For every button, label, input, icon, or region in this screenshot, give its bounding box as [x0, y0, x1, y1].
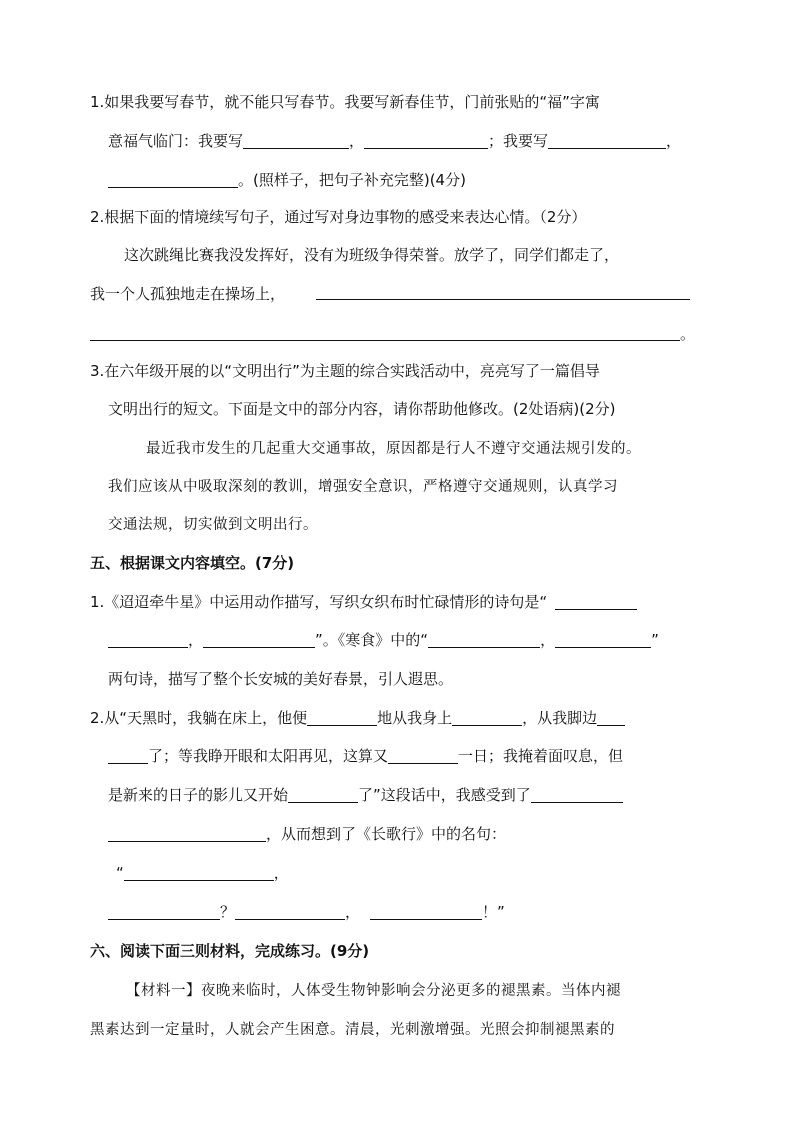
- answer-blank[interactable]: [364, 133, 488, 149]
- q2-line2: 这次跳绳比赛我没发挥好，没有为班级争得荣誉。放学了，同学们都走了，: [124, 246, 620, 264]
- answer-blank[interactable]: [203, 632, 315, 648]
- q1-line2-text-d: ，: [666, 132, 682, 150]
- answer-blank[interactable]: [108, 632, 188, 648]
- s5-q2-line2: [108, 746, 623, 766]
- s5-q2-line1-b: 地从我身上: [377, 709, 453, 727]
- s5-q1-line3: 两句诗，描写了整个长安城的美好春景，引人遐思。: [108, 670, 454, 688]
- s5-q2-line6-a: ？: [220, 903, 236, 921]
- answer-blank[interactable]: [597, 710, 625, 726]
- q2-end-mark: 。: [680, 325, 696, 343]
- q3-passage-line2: 我们应该从中吸取深刻的教训，增强安全意识，严格遵守交通规则，认真学习: [108, 479, 618, 495]
- s5-q2-line1-a: 2.从“天黑时，我躺在床上，他便: [90, 709, 308, 727]
- answer-blank[interactable]: [388, 748, 458, 764]
- answer-blank[interactable]: [235, 904, 345, 920]
- answer-blank[interactable]: [555, 632, 651, 648]
- answer-blank[interactable]: [243, 133, 349, 149]
- s6-material1-line1: 【材料一】夜晚来临时，人体受生物钟影响会分泌更多的褪黑素。当体内褪: [126, 983, 621, 999]
- s5-q2-line1: [90, 708, 625, 728]
- section6-heading: 六、阅读下面三则材料，完成练习。(9分): [90, 942, 370, 960]
- answer-blank[interactable]: [428, 632, 540, 648]
- s5-q1-line1: [90, 592, 637, 612]
- s5-q1-line2-a: ，: [188, 631, 204, 649]
- answer-blank[interactable]: [108, 826, 266, 842]
- s5-q1-line2-c: ，: [540, 631, 556, 649]
- q3-line1: 3.在六年级开展的以“文明出行”为主题的综合实践活动中，亮亮写了一篇倡导: [90, 362, 600, 380]
- s5-q2-line5-a: “: [116, 864, 124, 882]
- s5-q1-line2: [108, 630, 659, 650]
- section5-heading: 五、根据课文内容填空。(7分): [90, 554, 295, 572]
- q1-line2-text-b: ，: [349, 132, 365, 150]
- answer-blank[interactable]: [108, 904, 220, 920]
- q1-line2-text-c: ；我要写: [488, 132, 549, 150]
- answer-blank[interactable]: [288, 787, 358, 803]
- s5-q2-line1-c: ，从我脚边: [522, 709, 598, 727]
- answer-blank[interactable]: [555, 594, 637, 610]
- answer-blank[interactable]: [108, 172, 238, 188]
- s5-q2-line6-c: ！”: [482, 903, 505, 921]
- s5-q2-line2-b: 一日；我掩着面叹息，但: [458, 747, 624, 765]
- q1-line3-text: 。(照样子，把句子补充完整)(4分): [238, 171, 466, 189]
- q3-passage-line1: 最近我市发生的几起重大交通事故，原因都是行人不遵守交通法规引发的。: [146, 441, 641, 457]
- s5-q2-line2-a: 了；等我睁开眼和太阳再见，这算又: [148, 747, 389, 765]
- q3-line2: 文明出行的短文。下面是文中的部分内容，请你帮助他修改。(2处语病)(2分): [108, 400, 616, 418]
- answer-blank[interactable]: [370, 904, 482, 920]
- q2-line3: 我一个人孤独地走在操场上，: [90, 285, 286, 303]
- q1-line2-text-a: 意福气临门：我要写: [108, 132, 244, 150]
- answer-blank[interactable]: [548, 133, 666, 149]
- answer-blank[interactable]: [531, 787, 623, 803]
- s5-q1-line1-text: 1.《迢迢牵牛星》中运用动作描写，写织女织布时忙碌情形的诗句是“: [90, 593, 548, 611]
- q3-passage-line3: 交通法规，切实做到文明出行。: [108, 517, 318, 533]
- answer-line[interactable]: [316, 299, 690, 300]
- q1-line3: [108, 170, 466, 190]
- answer-blank[interactable]: [452, 710, 522, 726]
- s6-material1-line2: 黑素达到一定量时，人就会产生困意。清晨，光刺激增强。光照会抑制褪黑素的: [90, 1022, 615, 1038]
- s5-q2-line3-a: 是新来的日子的影儿又开始: [108, 786, 289, 804]
- answer-line[interactable]: [90, 340, 680, 341]
- q1-line1: 1.如果我要写春节，就不能只写春节。我要写新春佳节，门前张贴的“福”字寓: [90, 93, 600, 111]
- s5-q2-line3-b: 了”这段话中，我感受到了: [358, 786, 531, 804]
- answer-blank[interactable]: [108, 748, 148, 764]
- s5-q2-line3: [108, 785, 623, 805]
- answer-blank[interactable]: [124, 865, 274, 881]
- s5-q1-line2-b: ”。《寒食》中的“: [315, 631, 429, 649]
- s5-q2-line4: [108, 824, 506, 844]
- q1-line2: [108, 131, 681, 151]
- s5-q1-line2-d: ”: [651, 631, 659, 649]
- s5-q2-line5-b: ，: [273, 864, 289, 882]
- s5-q2-line6-b: ，: [345, 903, 361, 921]
- q2-line1: 2.根据下面的情境续写句子，通过写对身边事物的感受来表达心情。（2分）: [90, 208, 587, 226]
- s5-q2-line5: [116, 863, 289, 883]
- s5-q2-line4-text: ，从而想到了《长歌行》中的名句：: [266, 825, 507, 843]
- answer-blank[interactable]: [307, 710, 377, 726]
- s5-q2-line6: [108, 902, 505, 922]
